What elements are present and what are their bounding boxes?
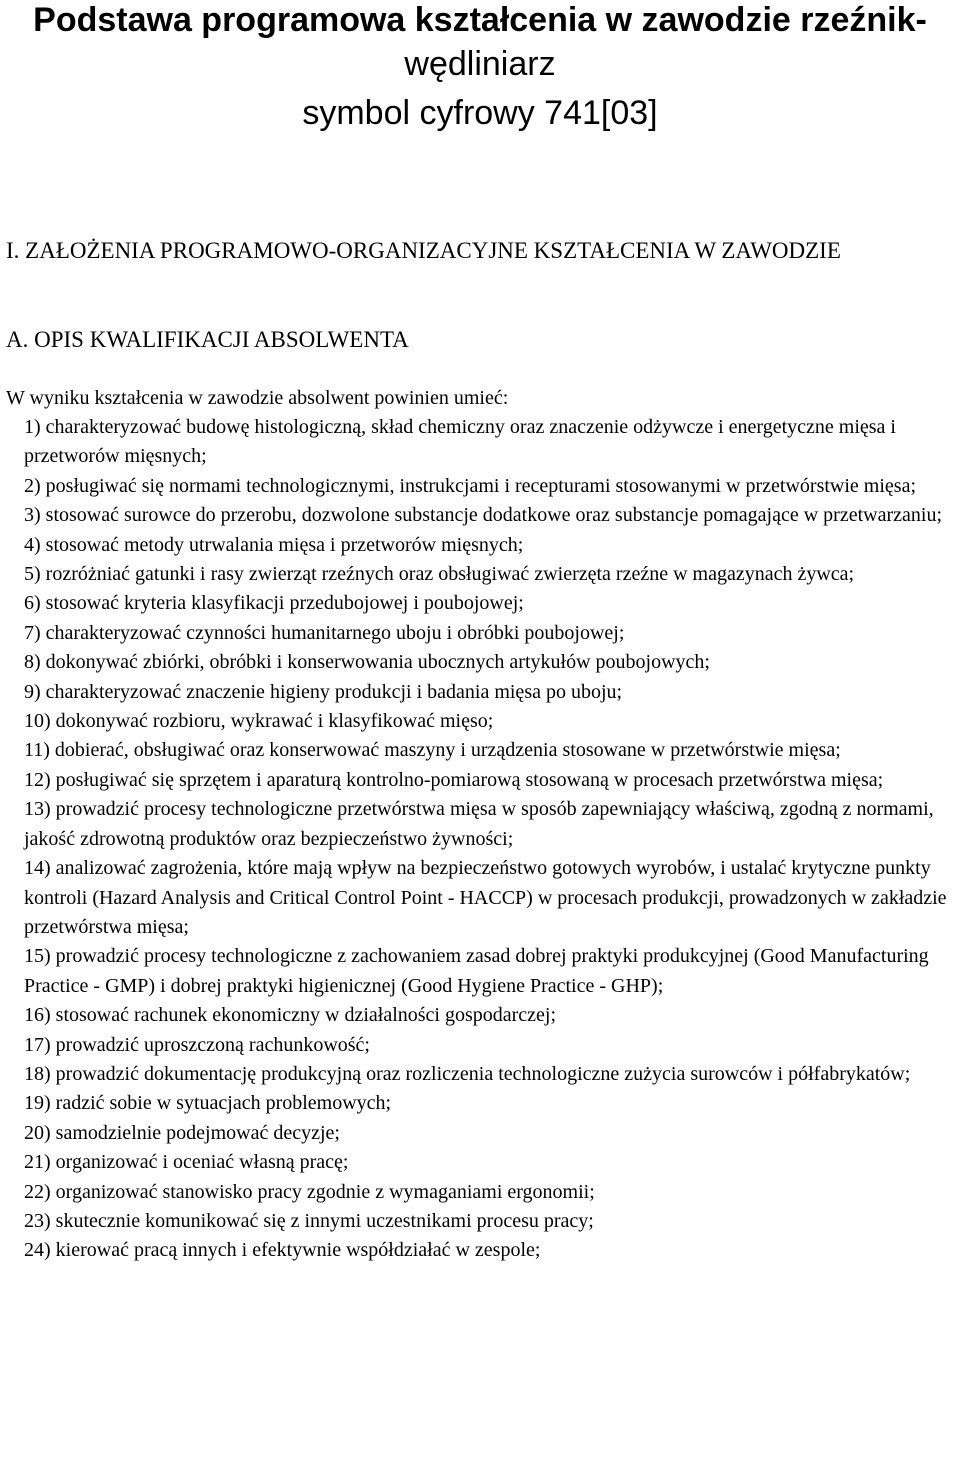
skill-item-11: 11) dobierać, obsługiwać oraz konserwować maszyny i urządzenia stosowane w przetwórstwie mięsa;: [24, 739, 841, 762]
skill-item-14: 14) analizować zagrożenia, które mają wpływ na bezpieczeństwo gotowych wyrobów, i ustalać krytyczne punkty kontroli (Hazard Analysis and Critical Control Point - HACCP) w procesach produkcji, prowadzonych w zakładzie przetwórstwa mięsa;: [24, 857, 947, 938]
skill-item-7: 7) charakteryzować czynności humanitarnego uboju i obróbki poubojowej;: [24, 621, 625, 644]
document-subtitle-symbol: symbol cyfrowy 741[03]: [302, 94, 658, 132]
skill-item-18: 18) prowadzić dokumentację produkcyjną oraz rozliczenia technologiczne zużycia surowców i półfabrykatów;: [24, 1062, 911, 1085]
skill-item-13: 13) prowadzić procesy technologiczne przetwórstwa mięsa w sposób zapewniający właściwą, zgodną z normami, jakość zdrowotną produktów oraz bezpieczeństwo żywności;: [24, 798, 934, 850]
document-title-line-1: Podstawa programowa kształcenia w zawodzie rzeźnik-: [33, 1, 927, 39]
skill-item-20: 20) samodzielnie podejmować decyzje;: [24, 1121, 340, 1144]
skill-item-9: 9) charakteryzować znaczenie higieny produkcji i badania mięsa po uboju;: [24, 680, 623, 703]
skill-item-2: 2) posługiwać się normami technologicznymi, instrukcjami i recepturami stosowanymi w przetwórstwie mięsa;: [24, 474, 917, 497]
intro-paragraph: W wyniku kształcenia w zawodzie absolwent powinien umieć:: [6, 387, 509, 409]
skill-item-15: 15) prowadzić procesy technologiczne z zachowaniem zasad dobrej praktyki produkcyjnej (Good Manufacturing Practice - GMP) i dobrej praktyki higienicznej (Good Hygiene Practice - GHP);: [24, 945, 929, 997]
skill-item-3: 3) stosować surowce do przerobu, dozwolone substancje dodatkowe oraz substancje pomagające w przetwarzaniu;: [24, 504, 942, 527]
skill-item-5: 5) rozróżniać gatunki i rasy zwierząt rzeźnych oraz obsługiwać zwierzęta rzeźne w magazynach żywca;: [24, 563, 855, 586]
skill-item-17: 17) prowadzić uproszczoną rachunkowość;: [24, 1033, 370, 1056]
skill-item-4: 4) stosować metody utrwalania mięsa i przetworów mięsnych;: [24, 533, 524, 556]
skill-item-22: 22) organizować stanowisko pracy zgodnie z wymaganiami ergonomii;: [24, 1180, 595, 1203]
skill-item-21: 21) organizować i oceniać własną pracę;: [24, 1151, 349, 1174]
skill-item-23: 23) skutecznie komunikować się z innymi uczestnikami procesu pracy;: [24, 1209, 594, 1232]
skill-item-6: 6) stosować kryteria klasyfikacji przedubojowej i poubojowej;: [24, 592, 524, 615]
skill-item-24: 24) kierować pracą innych i efektywnie współdziałać w zespole;: [24, 1239, 541, 1262]
document-title-line-2: wędliniarz: [404, 45, 556, 83]
section-heading-assumptions: I. ZAŁOŻENIA PROGRAMOWO-ORGANIZACYJNE KSZTAŁCENIA W ZAWODZIE: [6, 238, 841, 263]
skill-item-8: 8) dokonywać zbiórki, obróbki i konserwowania ubocznych artykułów poubojowych;: [24, 651, 710, 674]
section-heading-qualifications: A. OPIS KWALIFIKACJI ABSOLWENTA: [6, 327, 409, 352]
skill-item-1: 1) charakteryzować budowę histologiczną, skład chemiczny oraz znaczenie odżywcze i energetyczne mięsa i przetworów mięsnych;: [24, 416, 896, 468]
skill-item-12: 12) posługiwać się sprzętem i aparaturą kontrolno-pomiarową stosowaną w procesach przetwórstwa mięsa;: [24, 768, 884, 791]
skills-list: [24, 413, 960, 1266]
skill-item-19: 19) radzić sobie w sytuacjach problemowych;: [24, 1092, 392, 1115]
skill-item-16: 16) stosować rachunek ekonomiczny w działalności gospodarczej;: [24, 1004, 557, 1027]
skill-item-10: 10) dokonywać rozbioru, wykrawać i klasyfikować mięso;: [24, 710, 494, 733]
